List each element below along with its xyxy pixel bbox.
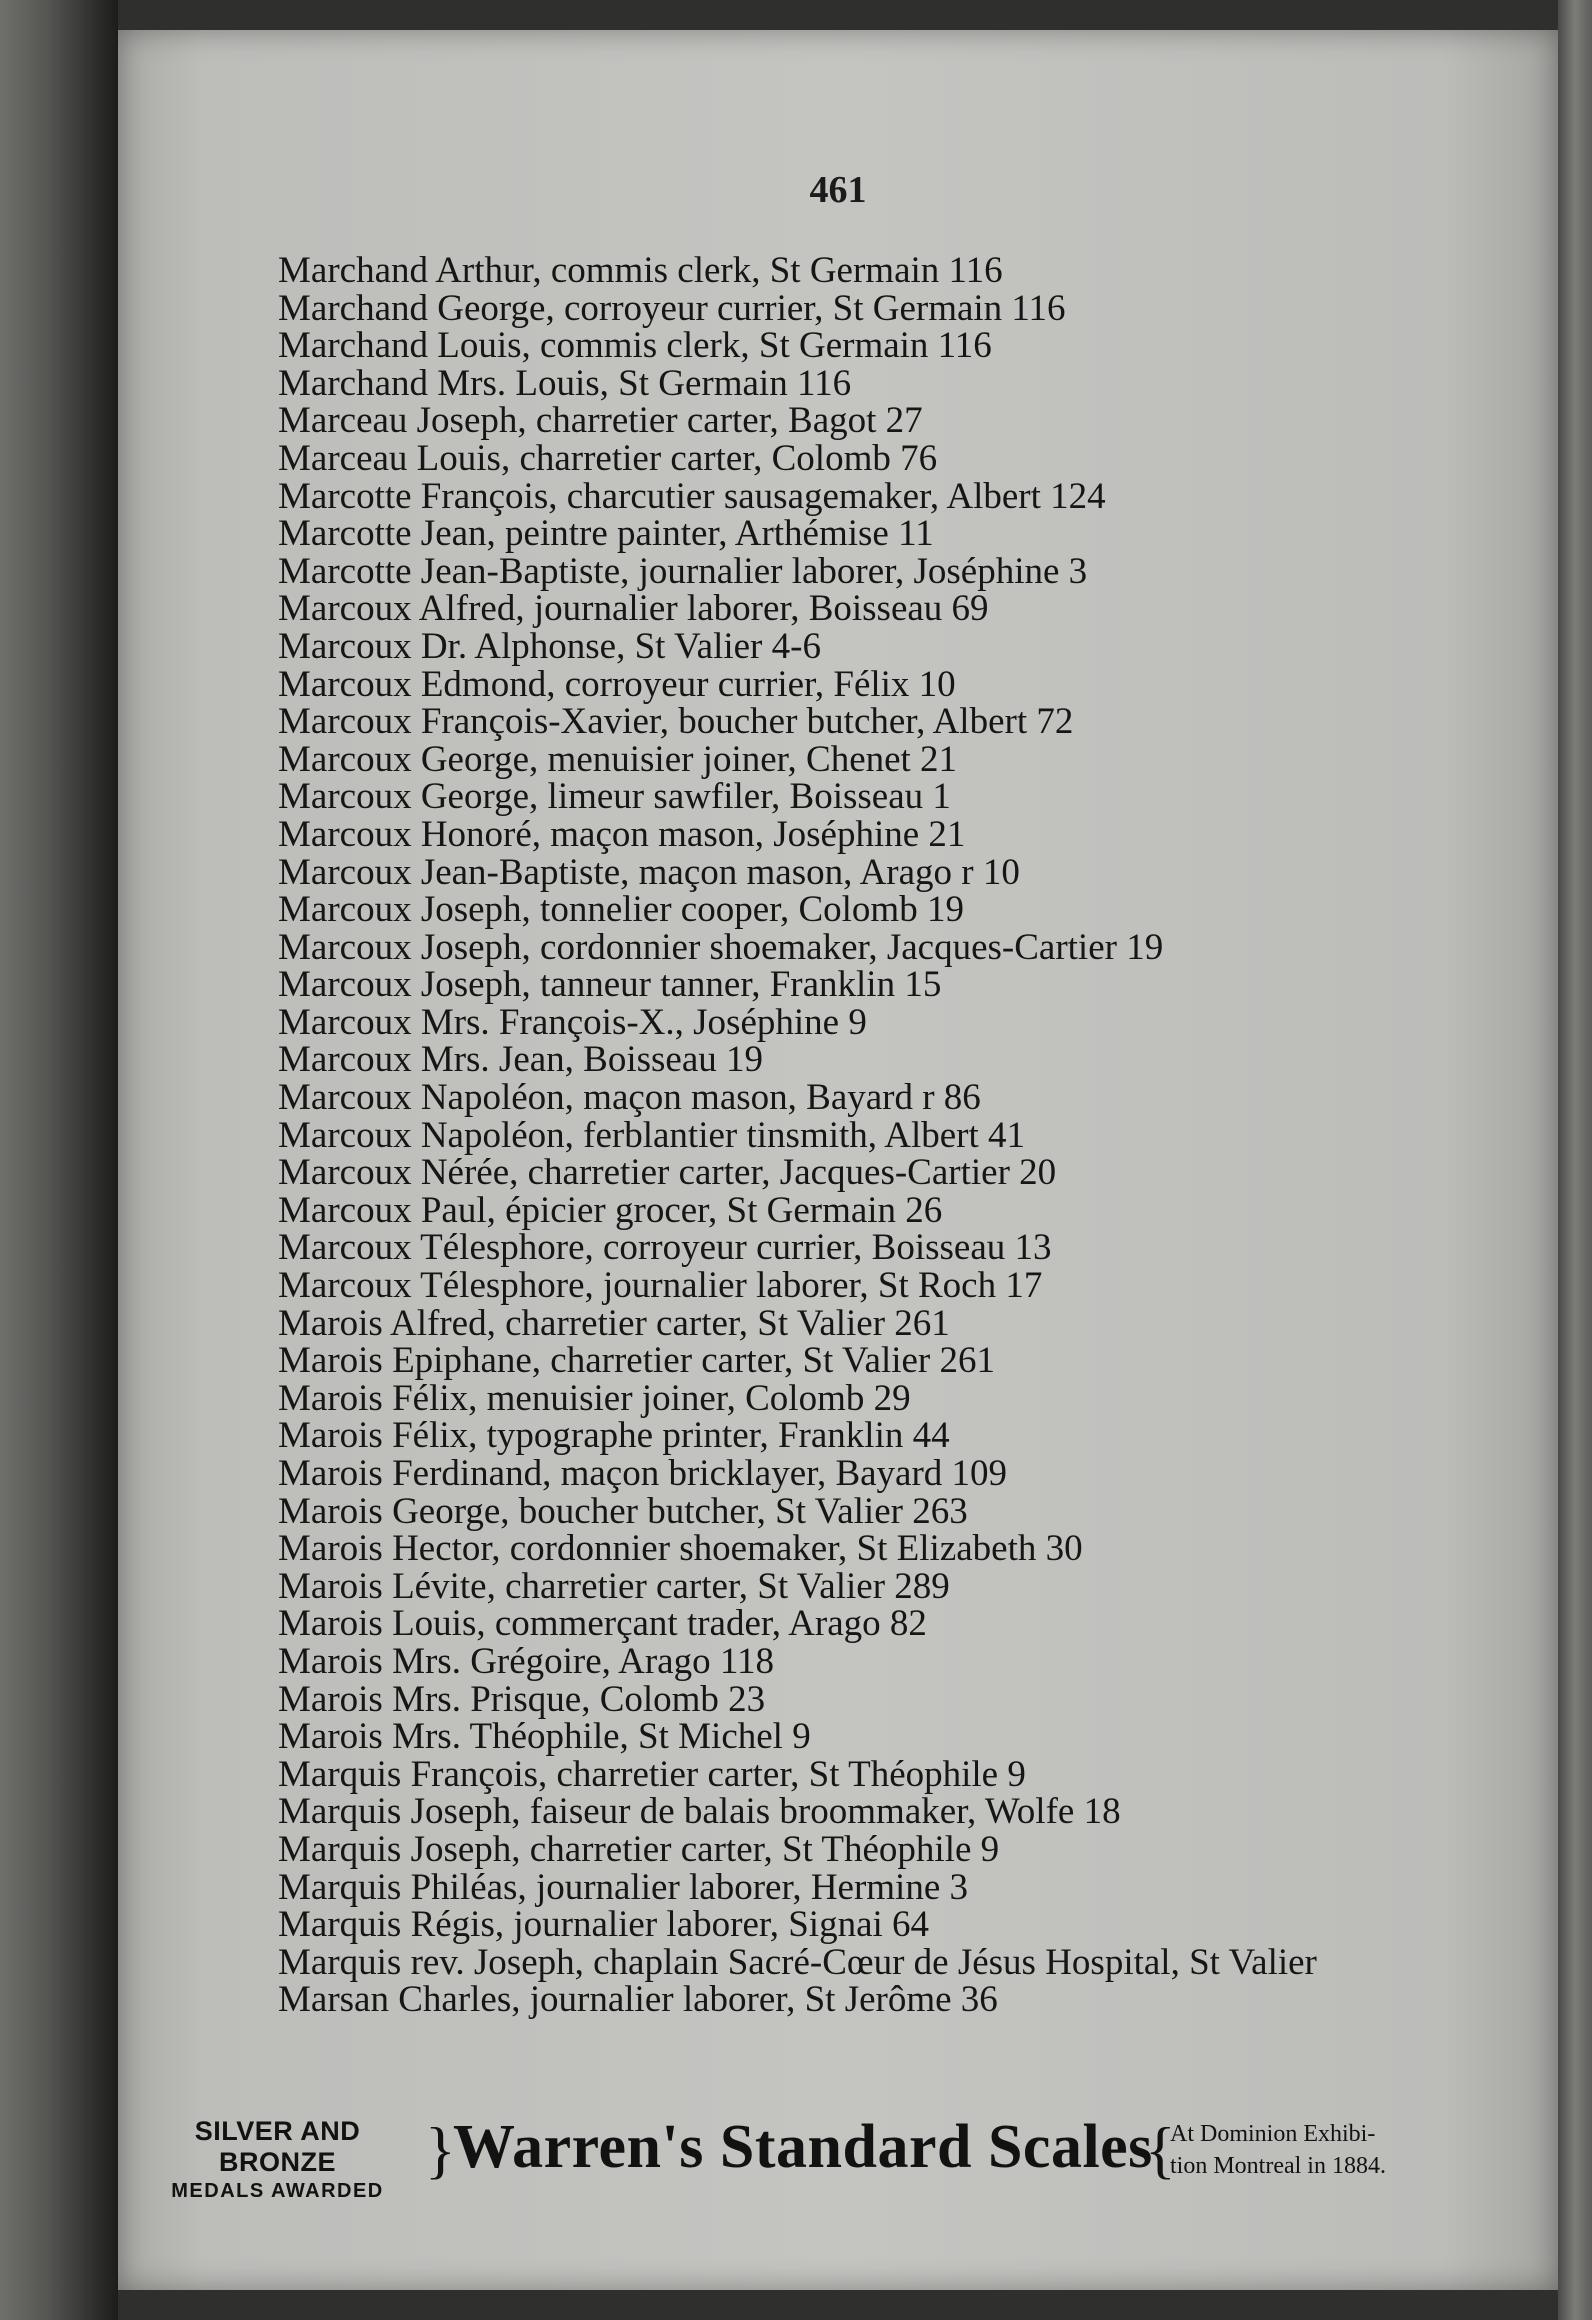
page-number: 461 [809, 169, 867, 211]
directory-entry: Marquis Régis, journalier laborer, Signai 64 [278, 1904, 930, 1946]
brace-right: } [425, 2114, 456, 2185]
exhibition-notice [1170, 2118, 1440, 2182]
directory-page [118, 30, 1558, 2290]
directory-entry: Marquis rev. Joseph, chaplain Sacré-Cœur de Jésus Hospital, St Valier [278, 1941, 1317, 1983]
directory-entry: Marcoux Honoré, maçon mason, Joséphine 21 [278, 813, 966, 855]
directory-entry: Marcoux Alfred, journalier laborer, Boisseau 69 [278, 588, 989, 630]
directory-entry: Marceau Joseph, charretier carter, Bagot 27 [278, 400, 923, 442]
directory-entry: Marois Alfred, charretier carter, St Valier 261 [278, 1302, 950, 1344]
directory-entry: Marquis François, charretier carter, St Théophile 9 [278, 1753, 1026, 1795]
directory-entry: Marquis Philéas, journalier laborer, Hermine 3 [278, 1866, 969, 1908]
page-right-edge [1558, 0, 1592, 2320]
directory-entry: Marois Epiphane, charretier carter, St Valier 261 [278, 1340, 996, 1382]
directory-entry: Marquis Joseph, charretier carter, St Théophile 9 [278, 1828, 1000, 1870]
directory-entry: Marcoux Joseph, tonnelier cooper, Colomb 19 [278, 889, 964, 931]
directory-entry: Marcoux Edmond, corroyeur currier, Félix 10 [278, 663, 956, 705]
directory-entry: Marcoux Télesphore, corroyeur currier, Boisseau 13 [278, 1227, 1052, 1269]
directory-entry: Marcoux Napoléon, ferblantier tinsmith, Albert 41 [278, 1114, 1026, 1156]
directory-entry: Marcoux Dr. Alphonse, St Valier 4-6 [278, 625, 821, 667]
directory-entry: Marcoux François-Xavier, boucher butcher, Albert 72 [278, 701, 1074, 743]
directory-entry: Marchand Arthur, commis clerk, St Germain 116 [278, 250, 1003, 291]
directory-entry: Marois Mrs. Grégoire, Arago 118 [278, 1640, 774, 1682]
directory-entry: Marsan Charles, journalier laborer, St Jerôme 36 [278, 1979, 998, 2021]
directory-entry: Marceau Louis, charretier carter, Colomb 76 [278, 437, 938, 479]
directory-entry: Marchand Louis, commis clerk, St Germain 116 [278, 325, 992, 367]
directory-entry: Marcotte Jean, peintre painter, Arthémise 11 [278, 513, 934, 555]
directory-entry: Marcoux Paul, épicier grocer, St Germain 26 [278, 1189, 943, 1231]
medals-line-1: SILVER AND BRONZE [194, 2116, 361, 2177]
directory-entries [278, 252, 1558, 2019]
directory-entry: Marois Félix, menuisier joiner, Colomb 29 [278, 1377, 911, 1419]
medals-notice [135, 2116, 420, 2203]
directory-entry: Marois Mrs. Théophile, St Michel 9 [278, 1716, 811, 1758]
directory-entry: Marcoux Nérée, charretier carter, Jacques-Cartier 20 [278, 1152, 1057, 1194]
directory-entry: Marcoux Télesphore, journalier laborer, St Roch 17 [278, 1265, 1043, 1307]
directory-entry: Marcoux Mrs. François-X., Joséphine 9 [278, 1001, 867, 1043]
directory-entry: Marchand Mrs. Louis, St Germain 116 [278, 362, 852, 404]
directory-entry: Marois Hector, cordonnier shoemaker, St Elizabeth 30 [278, 1528, 1083, 1570]
directory-entry: Marchand George, corroyeur currier, St Germain 116 [278, 287, 1066, 329]
directory-entry: Marois Félix, typographe printer, Franklin 44 [278, 1415, 950, 1457]
brand-name: Warren's Standard Scales [453, 2113, 1153, 2181]
brace-left: { [1145, 2114, 1176, 2185]
directory-entry: Marcoux Joseph, cordonnier shoemaker, Jacques-Cartier 19 [278, 926, 1164, 968]
directory-entry: Marois George, boucher butcher, St Valier 263 [278, 1490, 968, 1532]
book-binding-edge [0, 0, 118, 2320]
directory-entry: Marois Mrs. Prisque, Colomb 23 [278, 1678, 766, 1720]
directory-entry: Marcoux Napoléon, maçon mason, Bayard r 86 [278, 1077, 981, 1119]
exhibition-line-2: tion Montreal in 1884. [1170, 2153, 1386, 2179]
directory-entry: Marquis Joseph, faiseur de balais broommaker, Wolfe 18 [278, 1791, 1121, 1833]
directory-entry: Marois Lévite, charretier carter, St Valier 289 [278, 1565, 950, 1607]
directory-entry: Marcotte François, charcutier sausagemaker, Albert 124 [278, 475, 1106, 517]
directory-entry: Marcoux Mrs. Jean, Boisseau 19 [278, 1039, 764, 1081]
directory-entry: Marois Ferdinand, maçon bricklayer, Bayard 109 [278, 1453, 1008, 1494]
directory-entry: Marcoux George, limeur sawfiler, Boisseau 1 [278, 776, 951, 818]
directory-entry: Marois Louis, commerçant trader, Arago 82 [278, 1603, 927, 1645]
directory-entry: Marcoux George, menuisier joiner, Chenet 21 [278, 738, 958, 780]
directory-entry: Marcotte Jean-Baptiste, journalier laborer, Joséphine 3 [278, 550, 1088, 592]
directory-entry: Marcoux Jean-Baptiste, maçon mason, Arago r 10 [278, 851, 1020, 893]
directory-entry: Marcoux Joseph, tanneur tanner, Franklin 15 [278, 964, 942, 1006]
exhibition-line-1: At Dominion Exhibi- [1170, 2121, 1376, 2147]
advertisement-footer [135, 2110, 1435, 2200]
medals-line-2: MEDALS AWARDED [171, 2180, 384, 2202]
